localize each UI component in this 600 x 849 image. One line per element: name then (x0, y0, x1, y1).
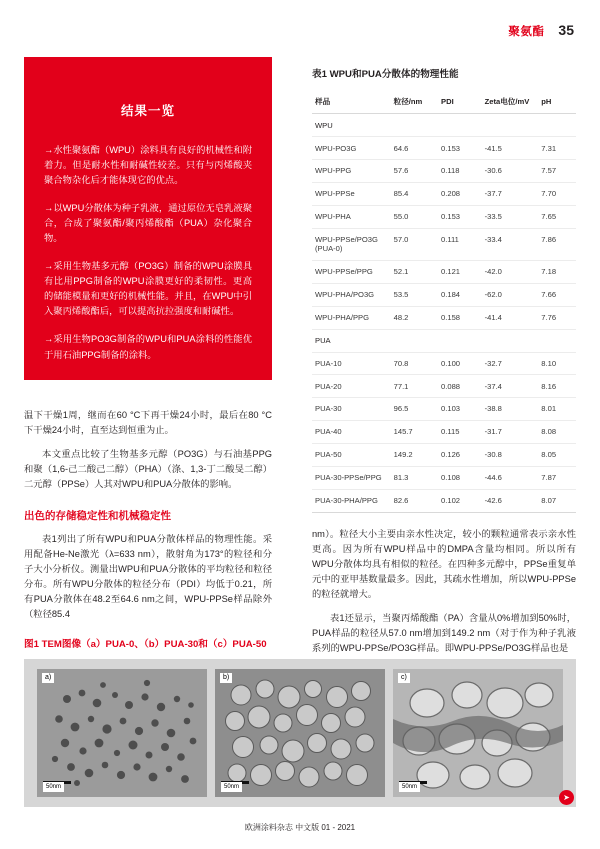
table-cell: 7.86 (538, 228, 576, 260)
table-cell: 81.3 (391, 466, 438, 489)
table-row (312, 183, 576, 206)
table-cell: 0.088 (438, 375, 482, 398)
table-cell: 8.07 (538, 489, 576, 512)
table-cell: 82.6 (391, 489, 438, 512)
body-paragraph: nm）。粒径大小主要由亲水性决定，较小的颗粒通常表示亲水性更高。因为所有WPU样品中的DMPA含量均相同。所以所有WPU分散体均具有相似的粒径。在四种多元醇中，PPSe重复单元中的亚甲基数量最多。因此，其疏水性增加，所以WPU-PPSe的粒径就增大。 (312, 528, 576, 599)
table-row (312, 114, 576, 137)
table-row (312, 421, 576, 444)
highlight-bullet: →以WPU分散体为种子乳液，通过原位无皂乳液聚合，合成了聚氨酯/聚丙烯酸酯（PUA）杂化聚合物。 (44, 203, 252, 244)
table-cell: 8.08 (538, 421, 576, 444)
next-page-arrow-icon[interactable]: ➤ (559, 790, 574, 805)
table-cell: 0.100 (438, 352, 482, 375)
table-cell: 7.66 (538, 283, 576, 306)
table-row (312, 160, 576, 183)
table-cell: 0.108 (438, 466, 482, 489)
table-cell: 52.1 (391, 261, 438, 284)
tem-micrograph-b (215, 669, 385, 797)
table-cell: 64.6 (391, 137, 438, 160)
table-cell: PUA-50 (312, 444, 391, 467)
table-cell: -42.6 (482, 489, 539, 512)
table-cell: -38.8 (482, 398, 539, 421)
table-row (312, 205, 576, 228)
table-cell: PUA-30 (312, 398, 391, 421)
page-number: 35 (558, 22, 574, 38)
table-cell: 0.102 (438, 489, 482, 512)
table-cell: PUA-30-PPSe/PPG (312, 466, 391, 489)
table-cell: PUA-30-PHA/PPG (312, 489, 391, 512)
table-header-cell: pH (538, 90, 576, 114)
table-cell: 0.158 (438, 306, 482, 329)
table-row (312, 489, 576, 512)
table-cell (482, 114, 539, 137)
section-subheading: 出色的存储稳定性和机械稳定性 (24, 510, 171, 523)
highlight-bullet: →水性聚氨酯（WPU）涂料具有良好的机械性和附着力。但是耐水性和耐碱性较差。只有与丙烯酸夹聚合物杂化后才能体现它的优点。 (44, 145, 252, 186)
table-cell: 85.4 (391, 183, 438, 206)
tem-image-c (393, 669, 563, 797)
table-cell: 48.2 (391, 306, 438, 329)
header-section-title: 聚氨酯 (508, 26, 545, 38)
table-cell: 7.18 (538, 261, 576, 284)
table-row (312, 228, 576, 260)
figure-caption: 图1 TEM图像（a）PUA-0、（b）PUA-30和（c）PUA-50 (24, 639, 267, 650)
table-cell: 0.184 (438, 283, 482, 306)
table-row (312, 261, 576, 284)
table-cell: -31.7 (482, 421, 539, 444)
table-header-row (312, 90, 576, 114)
table-cell: WPU-PHA/PPG (312, 306, 391, 329)
table-cell: 7.65 (538, 205, 576, 228)
tem-image-b (215, 669, 385, 797)
table-cell: -42.0 (482, 261, 539, 284)
table-cell: 57.0 (391, 228, 438, 260)
table-cell: -37.4 (482, 375, 539, 398)
scale-bar-label-a: 50nm (43, 782, 64, 792)
panel-label-b: b) (220, 673, 232, 683)
table-cell: WPU (312, 114, 391, 137)
table-cell: 0.103 (438, 398, 482, 421)
table-cell: 7.31 (538, 137, 576, 160)
highlight-box (24, 57, 272, 380)
left-column-body (24, 408, 272, 632)
table-cell: PUA (312, 329, 391, 352)
tem-micrograph-c (393, 669, 563, 797)
body-paragraph: 表1列出了所有WPU和PUA分散体样品的物理性能。采用配备He-Ne激光（λ=633 nm），散射角为173°的粒径和分子大小分析仪。测量出WPU和PUA分散体的平均粒径和粒径分布。所有WPU分散体的粒径分布（PDI）均低于0.21，所有PUA分散体在48.2至64.6 nm之间，WPU-PPSe样品除外（粒径85.4 (24, 534, 272, 620)
table-cell: 0.126 (438, 444, 482, 467)
table-cell: 149.2 (391, 444, 438, 467)
table-cell: 77.1 (391, 375, 438, 398)
scale-bar-label-b: 50nm (221, 782, 242, 792)
table-row (312, 283, 576, 306)
table-row (312, 137, 576, 160)
table-cell: 0.121 (438, 261, 482, 284)
table-cell: 8.16 (538, 375, 576, 398)
table-cell: PUA-20 (312, 375, 391, 398)
table-row (312, 352, 576, 375)
properties-table (312, 90, 576, 513)
table-cell: WPU-PPSe/PO3G (PUA-0) (312, 228, 391, 260)
table-cell: -41.4 (482, 306, 539, 329)
page-footer (0, 822, 600, 833)
table-cell: 55.0 (391, 205, 438, 228)
table-cell: 8.05 (538, 444, 576, 467)
table-cell: PUA-10 (312, 352, 391, 375)
highlight-bullet: →采用生物基多元醇（PO3G）制备的WPU涂膜具有比用PPG制备的WPU涂膜更好的柔韧性。更高的储能模量和更好的机械性能。并且，在WPU中引入聚丙烯酸酯后，可以提高抗拉强度和耐碱性。 (44, 261, 252, 317)
body-paragraph: 表1还显示，当聚丙烯酸酯（PA）含量从0%增加到50%时，PUA样品的粒径从57.0 nm增加到149.2 nm（对于作为种子乳液系列的WPU-PPSe/PO3G样品。即WPU-PPSe/PO3G样品也是 (312, 612, 576, 653)
table-cell: -37.7 (482, 183, 539, 206)
table-cell: 7.57 (538, 160, 576, 183)
table-cell: 70.8 (391, 352, 438, 375)
table-cell: 8.01 (538, 398, 576, 421)
table-cell (438, 329, 482, 352)
right-column (312, 66, 576, 665)
table-row (312, 306, 576, 329)
table-header-cell: 样品 (312, 90, 391, 114)
table-cell: WPU-PPSe (312, 183, 391, 206)
table-cell (538, 329, 576, 352)
footer-text: 欧洲涂料杂志 中文版 01 - 2021 (244, 823, 356, 832)
table-cell: 0.153 (438, 137, 482, 160)
table-cell (482, 329, 539, 352)
table-cell: WPU-PO3G (312, 137, 391, 160)
table-cell: -41.5 (482, 137, 539, 160)
table-cell: 7.76 (538, 306, 576, 329)
table-cell: -33.4 (482, 228, 539, 260)
tem-image-a (37, 669, 207, 797)
table-cell: -44.6 (482, 466, 539, 489)
table-cell: WPU-PHA/PO3G (312, 283, 391, 306)
table-cell (391, 114, 438, 137)
scale-bar-label-c: 50nm (399, 782, 420, 792)
table-cell: 53.5 (391, 283, 438, 306)
table-cell: 7.70 (538, 183, 576, 206)
table-cell: WPU-PHA (312, 205, 391, 228)
body-paragraph: 温下干燥1周，继而在60 °C下再干燥24小时，最后在80 °C下干燥24小时，直至达到恒重为止。 (24, 410, 272, 436)
table-row (312, 398, 576, 421)
table-cell: -33.5 (482, 205, 539, 228)
table-cell: -30.6 (482, 160, 539, 183)
table-cell (438, 114, 482, 137)
table-cell: 145.7 (391, 421, 438, 444)
table-cell: 0.118 (438, 160, 482, 183)
table-cell: -32.7 (482, 352, 539, 375)
panel-label-c: c) (398, 673, 410, 683)
table-header-cell: 粒径/nm (391, 90, 438, 114)
table-cell: 96.5 (391, 398, 438, 421)
figure-image-band (24, 659, 576, 807)
body-paragraph: 本文重点比较了生物基多元醇（PO3G）与石油基PPG和聚（1,6-己二酸己二醇）（PHA）（涤、1,3-丁二酸旻二醇）二元醇（PPSe）人其对WPU和PUA分散体的影响。 (24, 449, 272, 490)
table-row (312, 375, 576, 398)
table-cell: 8.10 (538, 352, 576, 375)
page-header (508, 22, 574, 39)
table-cell (538, 114, 576, 137)
table-header-cell: PDI (438, 90, 482, 114)
tem-micrograph-a (37, 669, 207, 797)
table-cell: PUA-40 (312, 421, 391, 444)
table-cell: 57.6 (391, 160, 438, 183)
table-row (312, 329, 576, 352)
table-row (312, 466, 576, 489)
table-cell: 7.87 (538, 466, 576, 489)
figure-block (24, 636, 576, 807)
table-caption: 表1 WPU和PUA分散体的物理性能 (312, 69, 459, 80)
highlight-bullet: →采用生物PO3G制备的WPU和PUA涂料的性能优于用石油PPG制备的涂料。 (44, 334, 252, 360)
panel-label-a: a) (42, 673, 54, 683)
table-row (312, 444, 576, 467)
table-cell: -62.0 (482, 283, 539, 306)
table-cell: -30.8 (482, 444, 539, 467)
table-cell: 0.111 (438, 228, 482, 260)
table-cell: 0.115 (438, 421, 482, 444)
table-cell: 0.208 (438, 183, 482, 206)
table-header-cell: Zeta电位/mV (482, 90, 539, 114)
highlight-box-title: 结果一览 (120, 104, 175, 118)
table-cell (391, 329, 438, 352)
table-cell: WPU-PPSe/PPG (312, 261, 391, 284)
table-cell: WPU-PPG (312, 160, 391, 183)
table-cell: 0.153 (438, 205, 482, 228)
